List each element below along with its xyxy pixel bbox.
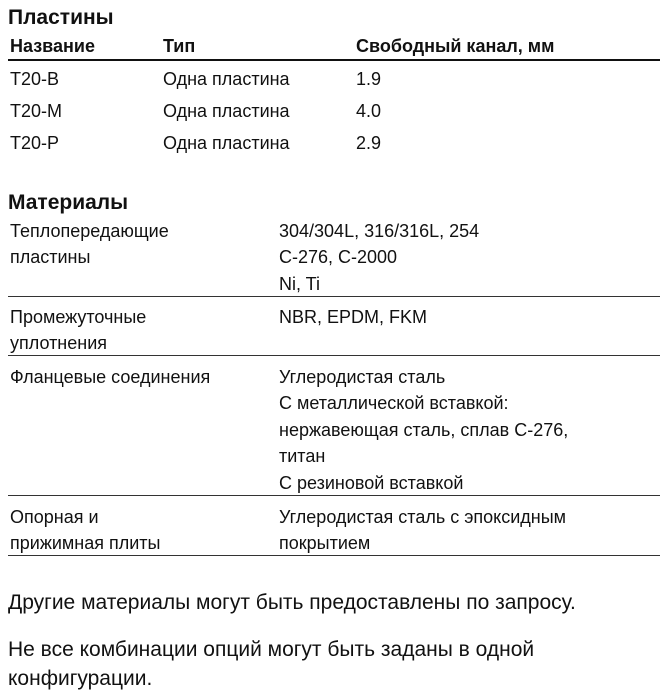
materials-row-divider: [8, 555, 660, 556]
note-other-materials: Другие материалы могут быть предоставлены по запросу.: [8, 591, 576, 614]
material-label: Теплопередающие пластины: [10, 221, 169, 268]
material-value: Углеродистая сталь с эпоксидным покрытием: [279, 507, 567, 554]
plates-title: Пластины: [8, 6, 114, 29]
plate-type: Одна пластина: [163, 133, 290, 153]
plates-header-rule: [8, 59, 660, 61]
material-value: 304/304L, 316/316L, 254 C-276, C-2000 Ni, Ti: [279, 221, 480, 294]
plate-channel: 2.9: [356, 133, 382, 153]
materials-row-divider: [8, 495, 660, 496]
materials-row-divider: [8, 296, 660, 297]
plate-channel: 1.9: [356, 69, 382, 89]
plate-name: T20-B: [10, 69, 60, 89]
plate-name: T20-P: [10, 133, 60, 153]
material-label: Фланцевые соединения: [10, 367, 211, 387]
material-label: Промежуточные уплотнения: [10, 307, 147, 354]
header-type: Тип: [163, 36, 196, 56]
plate-type: Одна пластина: [163, 69, 290, 89]
header-channel: Свободный канал, мм: [356, 36, 555, 56]
plate-channel: 4.0: [356, 101, 382, 121]
plate-name: T20-M: [10, 101, 63, 121]
header-name: Название: [10, 36, 95, 56]
material-value: NBR, EPDM, FKM: [279, 307, 428, 327]
materials-title: Материалы: [8, 191, 129, 214]
material-label: Опорная и прижимная плиты: [10, 507, 161, 554]
plate-type: Одна пластина: [163, 101, 290, 121]
note-combinations: Не все комбинации опций могут быть заданы в одной конфигурации.: [8, 638, 535, 690]
materials-row-divider: [8, 355, 660, 356]
material-value: Углеродистая сталь С металлической вставкой: нержавеющая сталь, сплав C-276, титан С резиновой вставкой: [279, 367, 569, 493]
